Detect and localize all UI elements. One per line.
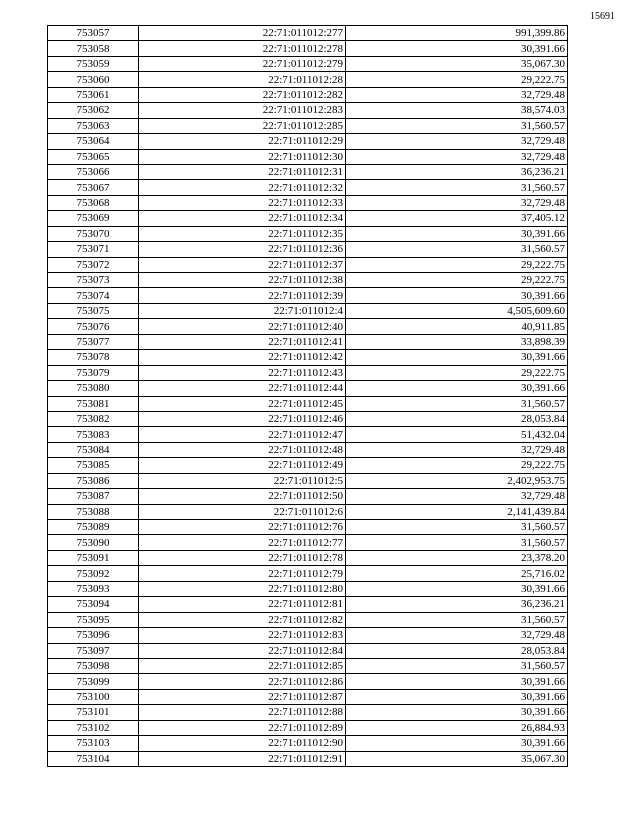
- amount-cell: 4,505,609.60: [346, 303, 568, 318]
- record-id-cell: 753070: [48, 226, 139, 241]
- amount-cell: 31,560.57: [346, 118, 568, 133]
- record-id-cell: 753071: [48, 242, 139, 257]
- amount-cell: 25,716.02: [346, 566, 568, 581]
- record-id-cell: 753091: [48, 550, 139, 565]
- amount-cell: 26,884.93: [346, 720, 568, 735]
- amount-cell: 32,729.48: [346, 149, 568, 164]
- table-row: [48, 273, 568, 288]
- cadastral-number-cell: 22:71:011012:29: [139, 134, 346, 149]
- amount-cell: 29,222.75: [346, 273, 568, 288]
- record-id-cell: 753093: [48, 581, 139, 596]
- record-id-cell: 753063: [48, 118, 139, 133]
- record-id-cell: 753073: [48, 273, 139, 288]
- cadastral-number-cell: 22:71:011012:38: [139, 273, 346, 288]
- amount-cell: 35,067.30: [346, 56, 568, 71]
- record-id-cell: 753058: [48, 41, 139, 56]
- table-row: [48, 134, 568, 149]
- table-row: [48, 720, 568, 735]
- amount-cell: 23,378.20: [346, 550, 568, 565]
- table-row: [48, 427, 568, 442]
- record-id-cell: 753101: [48, 705, 139, 720]
- table-row: [48, 319, 568, 334]
- table-row: [48, 751, 568, 766]
- table-row: [48, 411, 568, 426]
- cadastral-number-cell: 22:71:011012:80: [139, 581, 346, 596]
- amount-cell: 29,222.75: [346, 72, 568, 87]
- cadastral-number-cell: 22:71:011012:48: [139, 442, 346, 457]
- amount-cell: 31,560.57: [346, 396, 568, 411]
- table-row: [48, 26, 568, 41]
- record-id-cell: 753100: [48, 689, 139, 704]
- table-row: [48, 180, 568, 195]
- record-id-cell: 753098: [48, 658, 139, 673]
- amount-cell: 2,402,953.75: [346, 473, 568, 488]
- cadastral-number-cell: 22:71:011012:285: [139, 118, 346, 133]
- table-row: [48, 535, 568, 550]
- cadastral-number-cell: 22:71:011012:277: [139, 26, 346, 41]
- amount-cell: 30,391.66: [346, 288, 568, 303]
- record-id-cell: 753097: [48, 643, 139, 658]
- amount-cell: 30,391.66: [346, 689, 568, 704]
- amount-cell: 32,729.48: [346, 87, 568, 102]
- record-id-cell: 753074: [48, 288, 139, 303]
- cadastral-number-cell: 22:71:011012:83: [139, 628, 346, 643]
- cadastral-number-cell: 22:71:011012:37: [139, 257, 346, 272]
- table-row: [48, 118, 568, 133]
- page-number: 15691: [590, 11, 615, 22]
- cadastral-number-cell: 22:71:011012:30: [139, 149, 346, 164]
- table-row: [48, 520, 568, 535]
- cadastral-number-cell: 22:71:011012:76: [139, 520, 346, 535]
- table-row: [48, 550, 568, 565]
- cadastral-number-cell: 22:71:011012:45: [139, 396, 346, 411]
- record-id-cell: 753083: [48, 427, 139, 442]
- cadastral-number-cell: 22:71:011012:87: [139, 689, 346, 704]
- record-id-cell: 753084: [48, 442, 139, 457]
- amount-cell: 32,729.48: [346, 195, 568, 210]
- amount-cell: 29,222.75: [346, 257, 568, 272]
- record-id-cell: 753064: [48, 134, 139, 149]
- record-id-cell: 753082: [48, 411, 139, 426]
- table-row: [48, 489, 568, 504]
- amount-cell: 30,391.66: [346, 381, 568, 396]
- amount-cell: 51,432.04: [346, 427, 568, 442]
- cadastral-number-cell: 22:71:011012:33: [139, 195, 346, 210]
- record-id-cell: 753085: [48, 458, 139, 473]
- record-id-cell: 753080: [48, 381, 139, 396]
- cadastral-number-cell: 22:71:011012:28: [139, 72, 346, 87]
- record-id-cell: 753081: [48, 396, 139, 411]
- cadastral-number-cell: 22:71:011012:44: [139, 381, 346, 396]
- table-row: [48, 334, 568, 349]
- table-row: [48, 164, 568, 179]
- amount-cell: 31,560.57: [346, 612, 568, 627]
- cadastral-number-cell: 22:71:011012:47: [139, 427, 346, 442]
- cadastral-number-cell: 22:71:011012:39: [139, 288, 346, 303]
- table-row: [48, 365, 568, 380]
- cadastral-number-cell: 22:71:011012:46: [139, 411, 346, 426]
- cadastral-number-cell: 22:71:011012:6: [139, 504, 346, 519]
- cadastral-number-cell: 22:71:011012:49: [139, 458, 346, 473]
- cadastral-number-cell: 22:71:011012:43: [139, 365, 346, 380]
- table-row: [48, 195, 568, 210]
- cadastral-number-cell: 22:71:011012:77: [139, 535, 346, 550]
- table-row: [48, 303, 568, 318]
- table-row: [48, 350, 568, 365]
- cadastral-number-cell: 22:71:011012:5: [139, 473, 346, 488]
- cadastral-number-cell: 22:71:011012:50: [139, 489, 346, 504]
- table-row: [48, 257, 568, 272]
- record-id-cell: 753095: [48, 612, 139, 627]
- record-id-cell: 753094: [48, 597, 139, 612]
- amount-cell: 30,391.66: [346, 226, 568, 241]
- cadastral-number-cell: 22:71:011012:89: [139, 720, 346, 735]
- amount-cell: 30,391.66: [346, 736, 568, 751]
- table-row: [48, 72, 568, 87]
- cadastral-number-cell: 22:71:011012:41: [139, 334, 346, 349]
- amount-cell: 28,053.84: [346, 643, 568, 658]
- table-row: [48, 674, 568, 689]
- table-row: [48, 442, 568, 457]
- record-id-cell: 753072: [48, 257, 139, 272]
- table-row: [48, 597, 568, 612]
- table-row: [48, 705, 568, 720]
- amount-cell: 31,560.57: [346, 242, 568, 257]
- record-id-cell: 753065: [48, 149, 139, 164]
- amount-cell: 32,729.48: [346, 442, 568, 457]
- table-row: [48, 103, 568, 118]
- record-id-cell: 753092: [48, 566, 139, 581]
- table-row: [48, 226, 568, 241]
- cadastral-number-cell: 22:71:011012:88: [139, 705, 346, 720]
- amount-cell: 991,399.86: [346, 26, 568, 41]
- table-row: [48, 41, 568, 56]
- cadastral-number-cell: 22:71:011012:84: [139, 643, 346, 658]
- amount-cell: 37,405.12: [346, 211, 568, 226]
- amount-cell: 36,236.21: [346, 164, 568, 179]
- amount-cell: 29,222.75: [346, 458, 568, 473]
- table-row: [48, 242, 568, 257]
- table-row: [48, 736, 568, 751]
- table-row: [48, 288, 568, 303]
- cadastral-number-cell: 22:71:011012:81: [139, 597, 346, 612]
- amount-cell: 38,574.03: [346, 103, 568, 118]
- record-id-cell: 753102: [48, 720, 139, 735]
- cadastral-number-cell: 22:71:011012:78: [139, 550, 346, 565]
- cadastral-number-cell: 22:71:011012:86: [139, 674, 346, 689]
- cadastral-number-cell: 22:71:011012:35: [139, 226, 346, 241]
- amount-cell: 29,222.75: [346, 365, 568, 380]
- record-id-cell: 753104: [48, 751, 139, 766]
- amount-cell: 31,560.57: [346, 180, 568, 195]
- table-row: [48, 628, 568, 643]
- cadastral-number-cell: 22:71:011012:278: [139, 41, 346, 56]
- table-row: [48, 658, 568, 673]
- record-id-cell: 753087: [48, 489, 139, 504]
- cadastral-number-cell: 22:71:011012:42: [139, 350, 346, 365]
- cadastral-number-cell: 22:71:011012:85: [139, 658, 346, 673]
- amount-cell: 30,391.66: [346, 581, 568, 596]
- record-id-cell: 753078: [48, 350, 139, 365]
- record-id-cell: 753057: [48, 26, 139, 41]
- record-id-cell: 753086: [48, 473, 139, 488]
- amount-cell: 40,911.85: [346, 319, 568, 334]
- amount-cell: 31,560.57: [346, 520, 568, 535]
- record-id-cell: 753089: [48, 520, 139, 535]
- record-id-cell: 753079: [48, 365, 139, 380]
- amount-cell: 32,729.48: [346, 489, 568, 504]
- cadastral-number-cell: 22:71:011012:32: [139, 180, 346, 195]
- table-row: [48, 643, 568, 658]
- record-id-cell: 753069: [48, 211, 139, 226]
- record-id-cell: 753066: [48, 164, 139, 179]
- table-row: [48, 458, 568, 473]
- amount-cell: 28,053.84: [346, 411, 568, 426]
- registry-table-body: [48, 26, 568, 767]
- cadastral-number-cell: 22:71:011012:31: [139, 164, 346, 179]
- cadastral-number-cell: 22:71:011012:91: [139, 751, 346, 766]
- table-row: [48, 396, 568, 411]
- table-row: [48, 504, 568, 519]
- table-row: [48, 689, 568, 704]
- record-id-cell: 753096: [48, 628, 139, 643]
- cadastral-number-cell: 22:71:011012:82: [139, 612, 346, 627]
- table-row: [48, 612, 568, 627]
- cadastral-number-cell: 22:71:011012:79: [139, 566, 346, 581]
- table-row: [48, 87, 568, 102]
- cadastral-number-cell: 22:71:011012:279: [139, 56, 346, 71]
- table-row: [48, 381, 568, 396]
- amount-cell: 30,391.66: [346, 350, 568, 365]
- table-row: [48, 56, 568, 71]
- amount-cell: 30,391.66: [346, 705, 568, 720]
- table-row: [48, 211, 568, 226]
- cadastral-number-cell: 22:71:011012:36: [139, 242, 346, 257]
- amount-cell: 32,729.48: [346, 628, 568, 643]
- amount-cell: 30,391.66: [346, 674, 568, 689]
- amount-cell: 36,236.21: [346, 597, 568, 612]
- amount-cell: 31,560.57: [346, 658, 568, 673]
- amount-cell: 32,729.48: [346, 134, 568, 149]
- record-id-cell: 753099: [48, 674, 139, 689]
- cadastral-number-cell: 22:71:011012:283: [139, 103, 346, 118]
- record-id-cell: 753068: [48, 195, 139, 210]
- amount-cell: 35,067.30: [346, 751, 568, 766]
- amount-cell: 33,898.39: [346, 334, 568, 349]
- record-id-cell: 753077: [48, 334, 139, 349]
- record-id-cell: 753076: [48, 319, 139, 334]
- table-row: [48, 149, 568, 164]
- record-id-cell: 753103: [48, 736, 139, 751]
- cadastral-number-cell: 22:71:011012:40: [139, 319, 346, 334]
- amount-cell: 2,141,439.84: [346, 504, 568, 519]
- record-id-cell: 753067: [48, 180, 139, 195]
- table-row: [48, 581, 568, 596]
- record-id-cell: 753090: [48, 535, 139, 550]
- table-row: [48, 473, 568, 488]
- amount-cell: 31,560.57: [346, 535, 568, 550]
- table-row: [48, 566, 568, 581]
- amount-cell: 30,391.66: [346, 41, 568, 56]
- record-id-cell: 753075: [48, 303, 139, 318]
- cadastral-number-cell: 22:71:011012:34: [139, 211, 346, 226]
- record-id-cell: 753060: [48, 72, 139, 87]
- registry-table: [47, 25, 568, 767]
- cadastral-number-cell: 22:71:011012:4: [139, 303, 346, 318]
- cadastral-number-cell: 22:71:011012:90: [139, 736, 346, 751]
- record-id-cell: 753062: [48, 103, 139, 118]
- record-id-cell: 753088: [48, 504, 139, 519]
- record-id-cell: 753059: [48, 56, 139, 71]
- cadastral-number-cell: 22:71:011012:282: [139, 87, 346, 102]
- record-id-cell: 753061: [48, 87, 139, 102]
